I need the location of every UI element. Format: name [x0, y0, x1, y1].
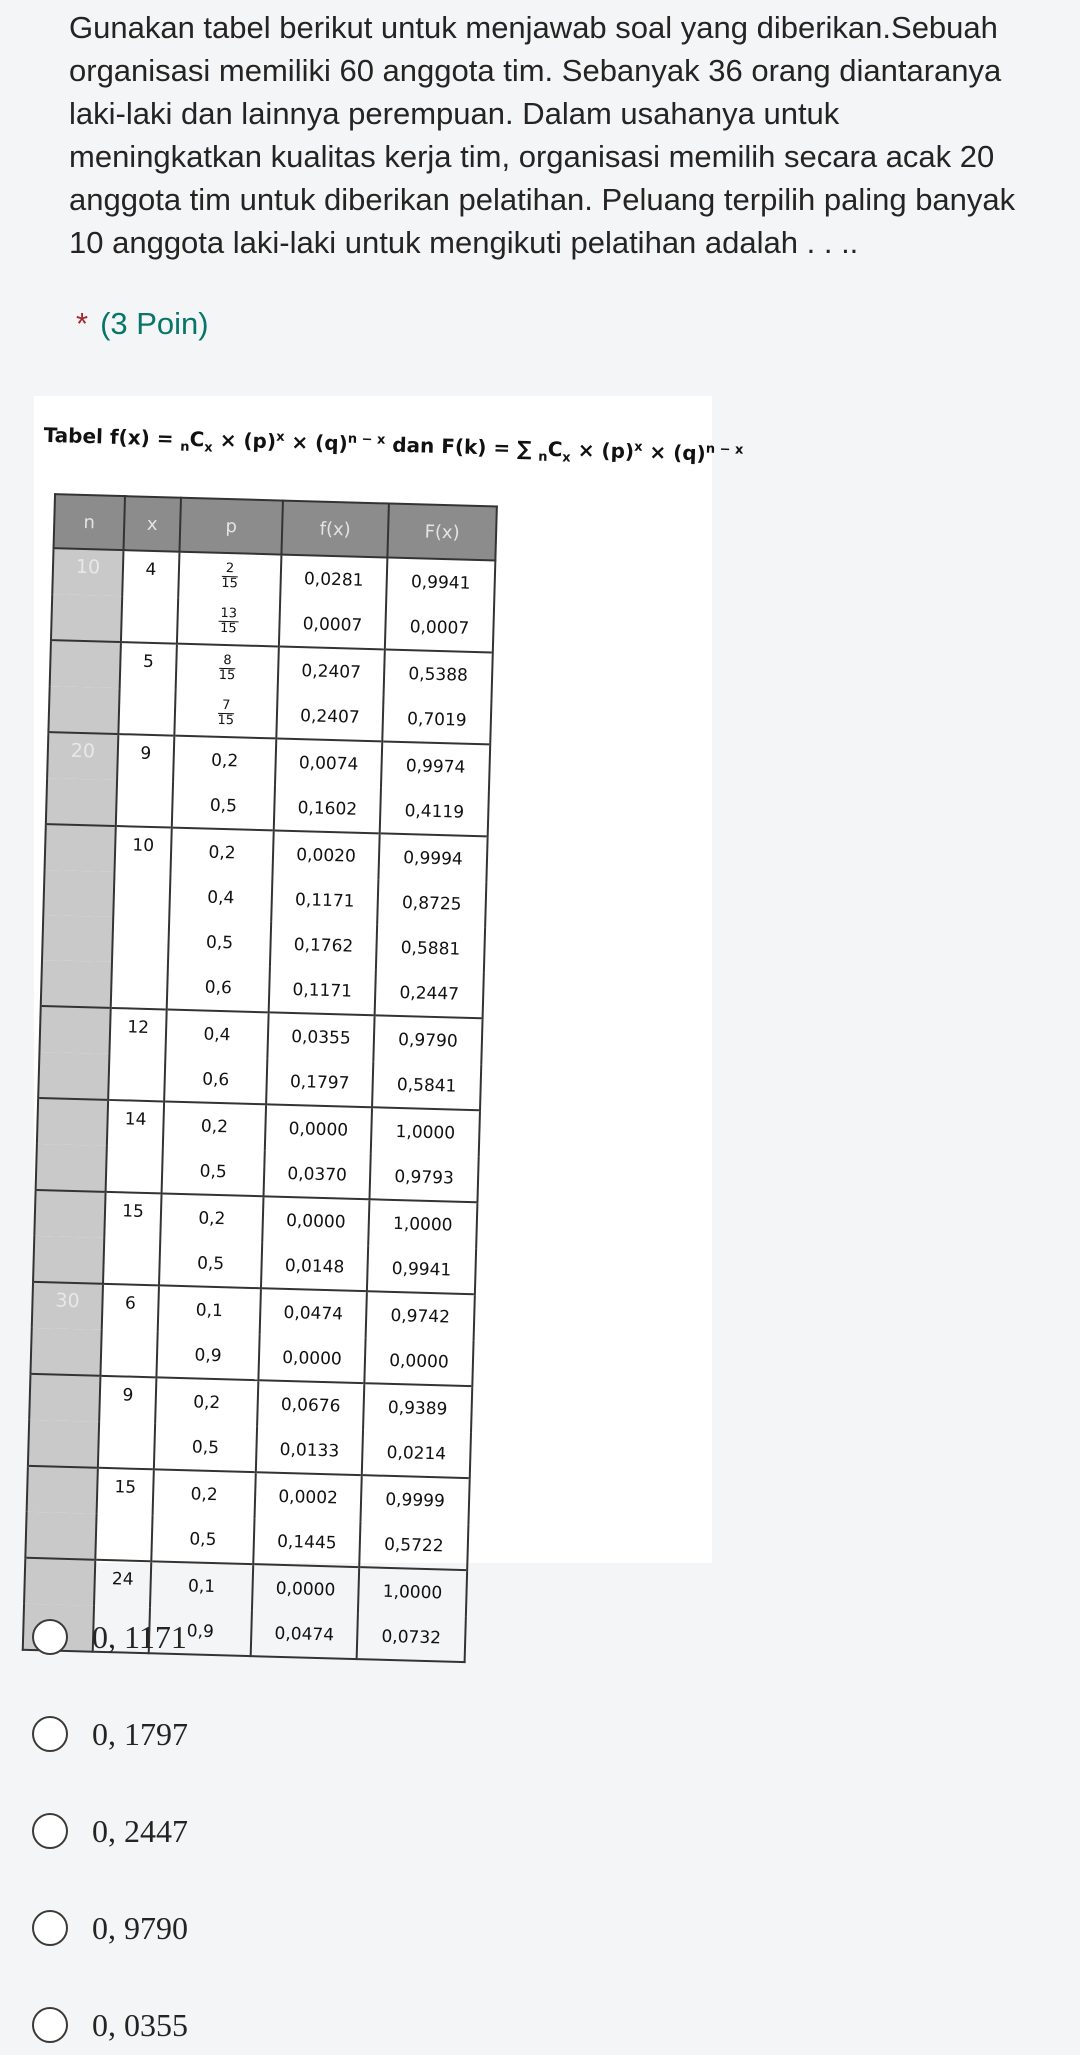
fraction: $\frac{13}{15}$ [219, 605, 238, 637]
table-cell-p: 0,5 [151, 1515, 254, 1564]
table-cell-p: 0,5 [172, 782, 275, 831]
table-cell-p: 0,2 [160, 1193, 263, 1242]
table-cell-F: 0,9941 [386, 557, 495, 606]
table-cell-F: 1,0000 [371, 1107, 480, 1156]
table-cell-f: 0,1445 [253, 1518, 360, 1567]
table-cell-n [36, 1144, 107, 1192]
table-cell-p: 0,2 [153, 1469, 256, 1518]
table-cell-x [116, 780, 173, 828]
table-cell-F: 0,9790 [373, 1015, 482, 1064]
question-table-image [34, 396, 744, 1648]
answer-option-label: 0, 0355 [92, 2006, 188, 2043]
table-header-cell: F(x) [387, 504, 496, 561]
table-cell-f: 0,0000 [265, 1104, 372, 1153]
table-cell-f: 0,0020 [272, 830, 379, 879]
caption-dan: dan [391, 432, 435, 458]
table-cell-n: 20 [47, 732, 118, 780]
table-cell-x [112, 917, 169, 964]
answer-option-label: 0, 9790 [92, 1909, 188, 1946]
caption-F: F(k) = [440, 433, 518, 461]
table-cell-n [37, 1098, 108, 1146]
table-cell-x: 5 [120, 642, 177, 690]
table-cell-f: 0,0370 [264, 1150, 371, 1199]
answer-option-label: 0, 1171 [92, 1618, 187, 1655]
table-cell-F: 0,5841 [372, 1061, 481, 1110]
table-caption: Tabel $f(x) = _nC_x \times (p)^x \times (q)^{n - x}$ dan F(k) = ∑ $_nC_x \times (p)^x \times (q)^{n - x}$ [43, 422, 744, 466]
table-cell-f: 0,2407 [278, 646, 385, 695]
table-cell-f: 0,0133 [256, 1426, 363, 1475]
table-cell-n [34, 1190, 105, 1238]
answer-option[interactable] [32, 1898, 632, 1958]
table-cell-n [46, 778, 117, 826]
table-cell-F: 1,0000 [368, 1199, 477, 1248]
table-cell-f: 0,1762 [270, 921, 377, 969]
table-cell-F: 0,9941 [367, 1245, 476, 1294]
table-cell-f: 0,0148 [261, 1242, 368, 1291]
table-cell-p [177, 598, 280, 647]
table-cell-x: 4 [122, 550, 179, 598]
table-cell-x: 15 [104, 1192, 161, 1240]
table-cell-p [178, 552, 281, 601]
answer-option[interactable] [32, 1607, 632, 1667]
table-cell-f: 0,1797 [266, 1058, 373, 1107]
table-cell-x: 24 [94, 1560, 151, 1608]
table-cell-F: 0,8725 [377, 879, 486, 927]
table-cell-f: 0,0002 [255, 1472, 362, 1521]
table-cell-p: 0,9 [149, 1607, 252, 1656]
caption-f: f(x) = [109, 424, 181, 451]
table-cell-p: 0,2 [155, 1377, 258, 1426]
table-cell-n [41, 960, 112, 1008]
table-cell-F: 0,9742 [366, 1291, 475, 1340]
table-cell-F: 0,9389 [363, 1383, 472, 1432]
table-cell-f: 0,0074 [275, 738, 382, 787]
table-cell-n [27, 1466, 98, 1514]
table-cell-p: 0,6 [164, 1055, 267, 1104]
table-cell-F: 0,7019 [382, 695, 491, 744]
table-cell-F: 0,2447 [375, 969, 484, 1018]
table-cell-x: 14 [107, 1100, 164, 1148]
table-cell-F: 0,9793 [369, 1153, 478, 1202]
table-cell-x [98, 1422, 155, 1470]
table-cell-f: 0,0474 [251, 1610, 358, 1659]
binomial-table [22, 493, 498, 1663]
table-cell-p: 0,2 [163, 1101, 266, 1150]
table-cell-f: 0,0000 [258, 1334, 365, 1383]
table-cell-f: 0,0676 [257, 1380, 364, 1429]
answer-option-label: 0, 2447 [92, 1812, 188, 1849]
table-cell-F: 0,9974 [381, 741, 490, 790]
table-cell-f: 0,0474 [260, 1288, 367, 1337]
table-cell-x [113, 872, 170, 919]
table-cell-x: 10 [115, 826, 172, 874]
table-cell-x: 9 [117, 734, 174, 782]
table-cell-f: 0,0281 [280, 555, 387, 604]
table-cell-x [95, 1514, 152, 1562]
radio-button[interactable] [32, 2007, 68, 2043]
table-cell-p: 0,2 [170, 828, 273, 877]
table-cell-f: 0,2407 [276, 692, 383, 741]
table-header-cell: p [179, 498, 282, 555]
table-cell-x: 9 [99, 1376, 156, 1424]
table-cell-F: 0,9994 [378, 833, 487, 882]
table-cell-x: 15 [97, 1468, 154, 1516]
table-cell-f: 0,1171 [271, 876, 378, 924]
table-cell-n [24, 1558, 95, 1606]
table-cell-p [176, 644, 279, 693]
table-cell-p: 0,9 [156, 1331, 259, 1380]
table-cell-n [43, 870, 114, 917]
table-header-cell: f(x) [281, 501, 388, 558]
table-cell-f: 0,0355 [267, 1012, 374, 1061]
answer-option[interactable] [32, 1704, 632, 1764]
table-header-cell: x [124, 496, 181, 552]
table-cell-x [103, 1238, 160, 1286]
table-cell-n [51, 594, 122, 642]
table-cell-n [29, 1374, 100, 1422]
table-cell-x [108, 1054, 165, 1102]
table-cell-n: 30 [32, 1282, 103, 1330]
answer-option[interactable] [32, 1801, 632, 1861]
table-cell-n [28, 1420, 99, 1468]
table-cell-n: 10 [52, 548, 123, 596]
table-cell-n [42, 915, 113, 962]
radio-button[interactable] [32, 1716, 68, 1752]
table-cell-F: 1,0000 [358, 1567, 467, 1616]
points-value: (3 Poin) [100, 306, 209, 341]
table-cell-p [174, 690, 277, 739]
table-cell-p: 0,5 [159, 1239, 262, 1288]
table-cell-F: 0,9999 [360, 1475, 469, 1524]
required-marker: * [76, 306, 89, 341]
radio-button[interactable] [32, 1910, 68, 1946]
table-cell-p: 0,5 [154, 1423, 257, 1472]
radio-button[interactable] [32, 1619, 68, 1655]
table-cell-x: 12 [109, 1008, 166, 1056]
fraction: $\frac{2}{15}$ [221, 560, 239, 592]
table-cell-F: 0,5388 [384, 649, 493, 698]
table-cell-p: 0,5 [162, 1147, 265, 1196]
table-cell-n [38, 1052, 109, 1100]
table-cell-f: 0,0000 [262, 1196, 369, 1245]
question-text: Gunakan tabel berikut untuk menjawab soal yang diberikan.Sebuah organisasi memiliki 60 anggota tim. Sebanyak 36 orang diantaranya laki-laki dan lainnya perempuan. Dalam usahanya untuk meningkatkan kualitas kerja tim, organisasi memilih secara acak 20 anggota tim untuk diberikan pelatihan. Peluang terpilih paling banyak 10 anggota laki-laki untuk mengikuti pelatihan adalah . . .. [69, 10, 1016, 260]
table-cell-x [106, 1146, 163, 1194]
table-cell-p: 0,4 [165, 1010, 268, 1059]
table-cell-x [121, 596, 178, 644]
table-cell-p: 0,1 [158, 1285, 261, 1334]
caption-prefix: Tabel [43, 422, 104, 449]
table-cell-p: 0,4 [169, 874, 272, 922]
table-cell-F: 0,4119 [380, 787, 489, 836]
table-cell-x [111, 962, 168, 1010]
table-cell-n [25, 1512, 96, 1560]
table-cell-f: 0,0007 [279, 601, 386, 650]
table-cell-x [100, 1330, 157, 1378]
table-cell-p: 0,2 [173, 736, 276, 785]
radio-button[interactable] [32, 1813, 68, 1849]
table-cell-F: 0,0732 [357, 1613, 466, 1662]
table-header-cell: n [54, 494, 125, 550]
table-cell-f: 0,1171 [269, 966, 376, 1015]
fraction: $\frac{8}{15}$ [218, 652, 236, 684]
table-cell-f: 0,0000 [252, 1564, 359, 1613]
table-cell-F: 0,0000 [364, 1337, 473, 1386]
answer-option[interactable] [32, 1995, 632, 2055]
table-cell-F: 0,0214 [362, 1429, 471, 1478]
table-cell-x: 6 [102, 1284, 159, 1332]
table-cell-p: 0,5 [168, 919, 271, 967]
table-cell-n [48, 686, 119, 734]
fraction: $\frac{7}{15}$ [217, 697, 235, 729]
table-cell-p: 0,6 [167, 964, 270, 1013]
table-cell-n [30, 1328, 101, 1376]
table-cell-p: 0,1 [150, 1561, 253, 1610]
table-cell-n [50, 640, 121, 688]
table-cell-F: 0,5881 [376, 924, 485, 972]
table-cell-n [45, 824, 116, 872]
points-label [76, 306, 209, 342]
table-cell-F: 0,5722 [359, 1521, 468, 1570]
answer-option-label: 0, 1797 [92, 1715, 188, 1752]
table-cell-F: 0,0007 [385, 603, 494, 652]
table-cell-x [118, 688, 175, 736]
table-cell-n [39, 1006, 110, 1054]
table-cell-n [33, 1236, 104, 1284]
table-cell-f: 0,1602 [274, 784, 381, 833]
